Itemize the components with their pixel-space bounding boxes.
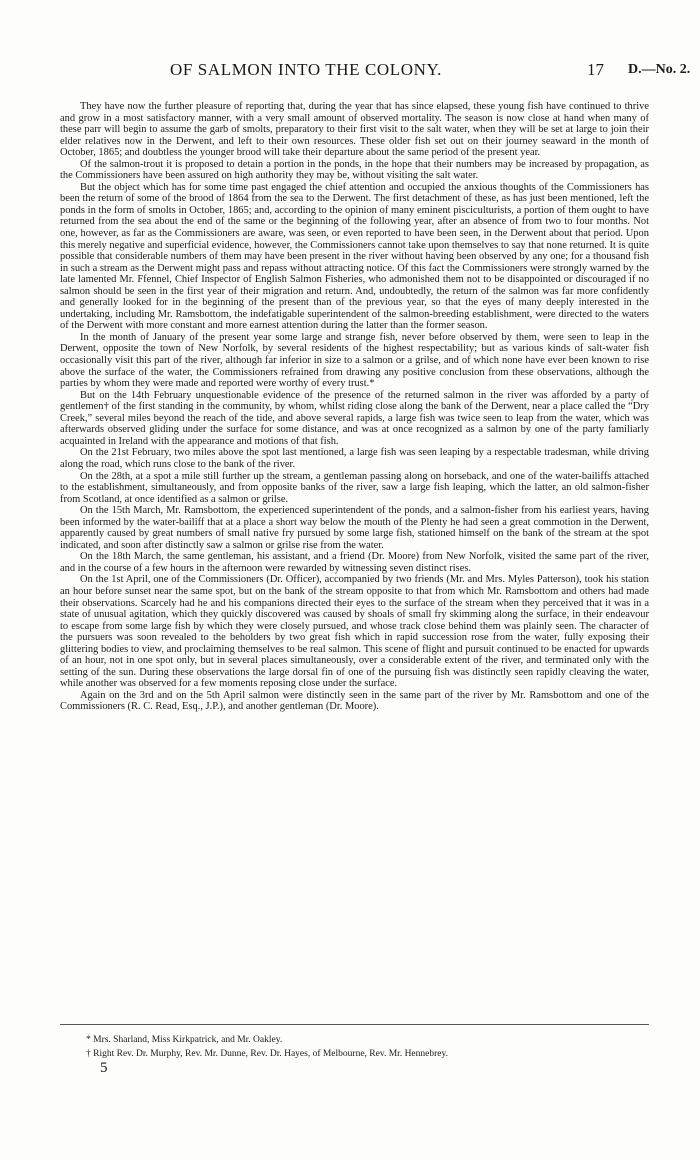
footnote: † Right Rev. Dr. Murphy, Rev. Mr. Dunne, Rev. Dr. Hayes, of Melbourne, Rev. Mr. Hennebrey. [86,1049,448,1059]
running-title: OF SALMON INTO THE COLONY. [170,60,443,79]
paragraph: On the 21st February, two miles above the spot last mentioned, a large fish was seen leaping by a respectable tradesman, while driving along the road, which runs close to the bank of the river. [60,447,649,470]
paragraph: Again on the 3rd and on the 5th April salmon were distinctly seen in the same part of the river by Mr. Ramsbottom and one of the Commissioners (R. C. Read, Esq., J.P.), and another gentleman (Dr. Moore). [60,689,649,713]
footnote-divider [60,1024,649,1025]
paragraph: But on the 14th February unquestionable evidence of the presence of the returned salmon in the river was afforded by a party of gentlemen† of the first standing in the community, by whom, whilst riding close along the bank of the Derwent, near a place called the “Dry Creek,” several miles beyond the reach of the tide, and above several rapids, a large fish was twice seen to leap from the water, which was afterwards observed gliding under the surface for some distance, and was at once recognized as a salmon by one of the party familiarly acquainted in Ireland with the appearance and motions of that fish. [60,389,649,447]
running-header [0,60,700,82]
paragraph: They have now the further pleasure of reporting that, during the year that has since elapsed, these young fish have continued to thrive and grow in a most satisfactory manner, with a very small amount of observed mortality. The season is now close at hand when many of these parr will begin to assume the garb of smolts, preparatory to their first visit to the salt water, when they will be set at large to join their elder relatives now in the Derwent, and left to their own resources. These older fish set out on their journey seaward in the month of October, 1865; and doubtless the younger brood will take their departure about the same period of the present year. [60,101,649,159]
footnote: * Mrs. Sharland, Miss Kirkpatrick, and Mr. Oakley. [86,1035,283,1045]
document-reference: D.—No. 2. [628,62,691,77]
signature-mark: 5 [100,1060,108,1076]
paragraph: On the 18th March, the same gentleman, his assistant, and a friend (Dr. Moore) from New Norfolk, visited the same part of the river, and in the course of a few hours in the afternoon were rewarded by witnessing seven distinct rises. [60,551,649,574]
paragraph: On the 1st April, one of the Commissioners (Dr. Officer), accompanied by two friends (Mr. and Mrs. Myles Patterson), took his station an hour before sunset near the same spot, but on the bank of the stream opposite to that from which Mr. Ramsbottom and others had made their observations. Scarcely had he and his companions directed their eyes to the surface of the stream when they perceived that it was in a state of unusual agitation, which they quickly discovered was caused by shoals of small fry skimming along the surface, in their endeavour to escape from some large fish by which they were closely pursued, and whose track close behind them was plainly seen. The character of the pursuers was soon revealed to the beholders by two great fish which in rapid succession rose from the water, fully exposing their glittering bodies to view, and proclaiming themselves to be real salmon. This scene of flight and pursuit continued to be enacted for upwards of an hour, not in one spot only, but in several places simultaneously, over a considerable extent of the river, and terminated only with the setting of the sun. During these observations the large dorsal fin of one of the pursuing fish was distinctly seen rapidly cleaving the water, while another was observed for a few moments reposing close under the surface. [60,574,649,690]
footnotes [86,1033,646,1061]
paragraph: On the 28th, at a spot a mile still further up the stream, a gentleman passing along on horseback, and one of the water-bailiffs attached to the establishment, simultaneously, and from opposite banks of the river, saw a large fish leaping, which the latter, an old salmon-fisher from Scotland, at once identified as a salmon or grilse. [60,470,649,505]
body-text [60,101,649,713]
paragraph: On the 15th March, Mr. Ramsbottom, the experienced superintendent of the ponds, and a salmon-fisher from his earliest years, having been informed by the water-bailiff that at a place a short way below the mouth of the Plenty he had seen a great commotion in the Derwent, apparently caused by great numbers of small native fry pursued by some large fish, stationed himself on the bank of the stream at the spot indicated, and soon after distinctly saw a salmon or grilse rise from the water. [60,505,649,551]
paragraph: In the month of January of the present year some large and strange fish, never before observed by them, were seen to leap in the Derwent, opposite the town of New Norfolk, by several residents of the highest respectability; but as various kinds of salt-water fish occasionally visit this part of the river, although far inferior in size to a salmon or a grilse, and of which none have ever been known to rise above the surface of the water, the Commissioners refrained from drawing any positive conclusion from these observations, although the parties by whom they were made and reported were worthy of every trust.* [60,331,649,390]
page-number: 17 [587,60,604,79]
paragraph: But the object which has for some time past engaged the chief attention and occupied the anxious thoughts of the Commissioners has been the return of some of the brood of 1864 from the sea to the Derwent. The first detachment of these, as has just been mentioned, left the ponds in the form of smolts in October, 1865; and, according to the opinion of many eminent pisciculturists, a portion of them ought to have returned from the sea about the end of the same or the beginning of the following year, after an absence of from two to four months. Not one, however, as far as the Commissioners are aware, was seen, or even reported to have been seen, in the Derwent about that period. Upon this merely negative and superficial evidence, however, the Commissioners cannot take upon themselves to say that none returned. It is quite possible that considerable numbers of them may have been present in the river without having been observed by any one; for a thousand fish in such a stream as the Derwent might pass and repass without attracting notice. Of this fact the Commissioners were strongly warned by the late lamented Mr. Ffennel, Chief Inspector of English Salmon Fisheries, who admonished them not to be disappointed or discouraged if no salmon should be seen in the first year of their migration and return. And, undoubtedly, the return of the salmon was far more confidently and generally looked for in the beginning of the present than of the previous year, so that the eyes of many deeply interested in the undertaking, including Mr. Ramsbottom, the indefatigable superintendent of the salmon-breeding establishment, were directed to the waters of the Derwent with more constant and more earnest attention during the latter than the former season. [60,181,649,332]
paragraph: Of the salmon-trout it is proposed to detain a portion in the ponds, in the hope that their numbers may be increased by propagation, as the Commissioners have been assured on high authority they may be, without visiting the salt water. [60,158,649,182]
